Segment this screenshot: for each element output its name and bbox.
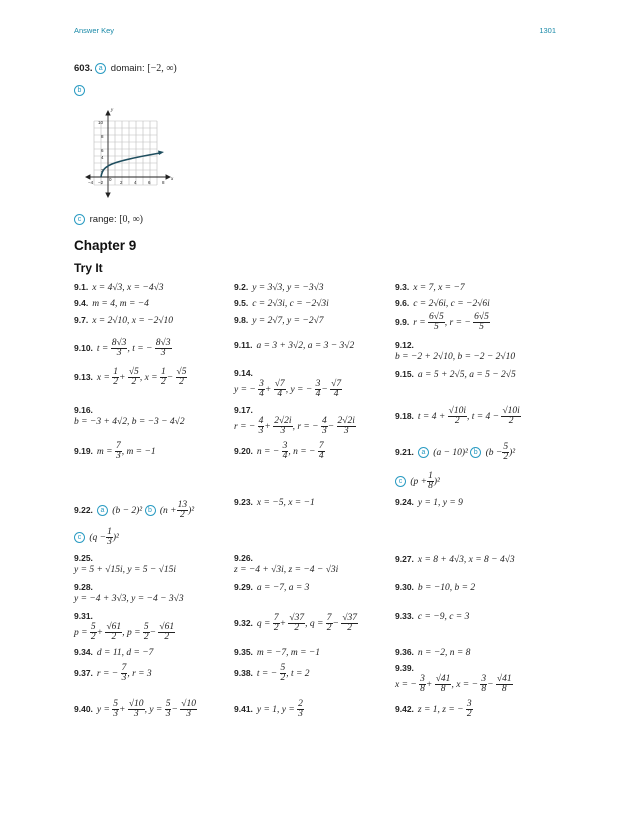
x-tick-label: 0 (109, 177, 112, 182)
answer-number: 9.27. (395, 554, 414, 564)
answer-text: , r = 3 (127, 668, 152, 679)
domain-label: domain: (110, 63, 145, 75)
answer-number: 9.5. (234, 298, 249, 308)
answer-text: , t = 4 − (466, 411, 500, 422)
answer-text: b = −10, b = 2 (417, 583, 476, 593)
answer-number: 9.4. (74, 298, 89, 308)
answer-text: (b − 2)² (112, 505, 143, 516)
answer-number: 9.14. (234, 368, 253, 378)
part-b-row (74, 82, 87, 100)
answer-text: + (96, 627, 104, 638)
x-tick-label: 4 (134, 180, 137, 185)
answer-number: 9.21. (395, 446, 414, 457)
answer-text: z = 1, z = − (417, 704, 464, 715)
answer-9-35 (234, 647, 320, 658)
fraction: $\frac{1}{3}$ (107, 527, 112, 547)
answer-9-30 (395, 582, 475, 593)
fraction: $\frac{4}{3}$ (258, 416, 264, 436)
answer-number: 9.11. (234, 340, 253, 350)
answer-9-16 (74, 405, 185, 427)
fraction: $\frac{√37}{2}$ (289, 613, 305, 633)
answer-text: (a − 10)² (433, 447, 468, 458)
answer-9-37 (74, 664, 152, 683)
fraction: $\frac{7}{2}$ (273, 613, 279, 633)
answer-number: 9.18. (395, 410, 414, 421)
fraction: $\frac{5}{3}$ (165, 699, 171, 719)
answer-number: 9.13. (74, 371, 93, 382)
answer-number: 9.31. (74, 611, 93, 621)
fraction: $\frac{3}{8}$ (420, 674, 425, 694)
answer-number: 9.1. (74, 282, 89, 292)
answer-number: 9.38. (234, 667, 253, 678)
answer-number: 9.40. (74, 703, 93, 714)
answer-text: r = − (234, 421, 256, 432)
range-label: range: (89, 214, 117, 226)
running-header-title: Answer Key (74, 26, 115, 35)
fraction: $\frac{7}{2}$ (326, 613, 332, 633)
answer-9-7 (74, 315, 173, 326)
answer-9-6 (395, 298, 490, 309)
answer-text: )² (188, 505, 195, 516)
answer-text: + (279, 618, 286, 629)
y-tick-label: 8 (101, 134, 104, 139)
fraction: $\frac{3}{4}$ (282, 441, 288, 461)
answer-text: − (327, 421, 335, 432)
fraction: $\frac{√5}{2}$ (128, 367, 139, 387)
x-tick-label: −4 (88, 180, 94, 185)
answer-text: − (149, 627, 157, 638)
fraction: $\frac{8√3}{3}$ (155, 338, 171, 358)
fraction: $\frac{3}{8}$ (481, 674, 487, 694)
answer-number: 9.19. (74, 445, 93, 456)
answer-text: y = (96, 704, 110, 715)
fraction: $\frac{13}{2}$ (177, 500, 188, 520)
answer-text: q = (256, 618, 271, 629)
answer-text: + (264, 421, 271, 432)
fraction: $\frac{√10}{3}$ (128, 699, 144, 719)
answer-9-15 (395, 369, 516, 380)
answer-number: 9.39. (395, 663, 414, 673)
answer-text: d = 11, d = −7 (96, 648, 154, 658)
answer-number: 9.35. (234, 647, 253, 657)
answer-number: 9.34. (74, 647, 93, 657)
fraction: $\frac{3}{4}$ (315, 379, 321, 399)
answer-text: a = −7, a = 3 (256, 583, 310, 593)
answer-text: , t = − (127, 343, 153, 354)
answer-text: y = 2√7, y = −2√7 (252, 316, 324, 326)
fraction: $\frac{√10i}{2}$ (502, 406, 520, 426)
part-c-marker: c (395, 476, 406, 487)
fraction: $\frac{√37}{2}$ (342, 613, 358, 633)
answer-text: , y = (144, 704, 163, 715)
fraction: $\frac{√10i}{2}$ (448, 406, 466, 426)
answer-text: , p = (122, 627, 141, 638)
fraction: $\frac{√10}{3}$ (181, 699, 196, 719)
answer-9-14 (234, 368, 342, 399)
answer-9-2 (234, 282, 324, 293)
answer-text: m = (96, 446, 113, 457)
answer-number: 9.26. (234, 553, 253, 563)
answer-9-12 (395, 340, 515, 362)
fraction: $\frac{1}{2}$ (113, 367, 119, 387)
answer-text: (p + (410, 476, 428, 487)
part-c-row (74, 214, 143, 225)
answer-text: (q − (89, 532, 107, 543)
answer-9-41 (234, 700, 304, 719)
answer-text: b = −2 + 2√10, b = −2 − 2√10 (395, 352, 516, 362)
answer-9-33 (395, 611, 469, 622)
answer-9-22c (74, 528, 119, 547)
part-b-marker: b (470, 447, 481, 458)
answer-9-25 (74, 553, 176, 575)
answer-text: t = (96, 343, 109, 354)
answer-9-9 (395, 313, 490, 332)
fraction: $\frac{√61}{2}$ (159, 622, 175, 642)
fraction: $\frac{7}{3}$ (115, 441, 121, 461)
answer-number: 9.37. (74, 667, 93, 678)
answer-number: 9.16. (74, 405, 93, 415)
answer-text: y = −4 + 3√3, y = −4 − 3√3 (74, 594, 184, 604)
answer-text: x = 4√3, x = −4√3 (92, 283, 164, 293)
fraction: $\frac{6√5}{5}$ (474, 312, 489, 332)
answer-9-3 (395, 282, 465, 293)
fraction: $\frac{√5}{2}$ (176, 367, 187, 387)
fraction: $\frac{4}{3}$ (321, 416, 327, 436)
part-c-marker: c (74, 214, 85, 225)
fraction: $\frac{6√5}{5}$ (429, 312, 444, 332)
answer-9-24 (395, 497, 463, 508)
answer-text: − (166, 372, 174, 383)
answer-text: , m = −1 (121, 446, 156, 457)
answer-number: 9.20. (234, 445, 253, 456)
y-tick-label: 2 (101, 168, 104, 173)
answer-number: 9.10. (74, 342, 93, 353)
y-tick-label: 10 (98, 120, 104, 125)
fraction: $\frac{√61}{2}$ (106, 622, 122, 642)
answer-text: , t = 2 (286, 668, 310, 679)
answer-text: c = −9, c = 3 (417, 612, 470, 622)
answer-number: 9.15. (395, 369, 414, 379)
answer-text: x = (96, 372, 110, 383)
answer-9-13 (74, 368, 187, 387)
answer-9-36 (395, 647, 470, 658)
answer-text: m = −7, m = −1 (256, 648, 321, 658)
fraction: $\frac{3}{2}$ (466, 699, 472, 719)
x-tick-label: −2 (98, 180, 104, 185)
x-tick-label: 6 (148, 180, 151, 185)
answer-number: 9.29. (234, 582, 253, 592)
answer-9-31 (74, 611, 175, 642)
problem-number: 603. (74, 63, 93, 75)
answer-text: (n + (159, 505, 177, 516)
fraction: $\frac{1}{8}$ (428, 471, 433, 491)
answer-number: 9.12. (395, 340, 414, 350)
answer-number: 9.42. (395, 703, 414, 714)
answer-9-21 (395, 443, 515, 462)
answer-text: t = 4 + (417, 411, 446, 422)
answer-text: x = − (395, 679, 417, 690)
answer-text: , x = − (451, 679, 478, 690)
fraction: $\frac{5}{3}$ (113, 699, 119, 719)
answer-text: a = 5 + 2√5, a = 5 − 2√5 (417, 370, 516, 380)
fraction: $\frac{3}{4}$ (259, 379, 264, 399)
answer-text: y = 5 + √15i, y = 5 − √15i (74, 565, 177, 575)
answer-9-10 (74, 339, 172, 358)
answer-text: x = 8 + 4√3, x = 8 − 4√3 (417, 555, 515, 565)
answer-text: + (425, 679, 433, 690)
x-tick-label: 8 (162, 180, 165, 185)
answer-9-34 (74, 647, 153, 658)
part-c-marker: c (74, 532, 85, 543)
x-tick-label: 2 (120, 180, 123, 185)
answer-9-27 (395, 554, 515, 565)
answer-number: 9.41. (234, 703, 253, 714)
answer-9-5 (234, 298, 329, 309)
answer-text: , n = − (288, 446, 316, 457)
answer-text: + (119, 372, 126, 383)
answer-number: 9.6. (395, 298, 410, 308)
answer-text: )² (112, 532, 119, 543)
curve-arrow-icon (158, 151, 164, 156)
answer-9-39 (395, 663, 513, 694)
answer-text: x = 7, x = −7 (413, 283, 465, 293)
y-tick-label: 4 (101, 155, 104, 160)
answer-text: x = −5, x = −1 (256, 498, 315, 508)
answer-number: 9.8. (234, 315, 249, 325)
answer-9-26 (234, 553, 338, 575)
range-value: [0, ∞) (119, 214, 144, 226)
answer-text: )² (509, 447, 516, 458)
domain-value: [−2, ∞) (147, 63, 177, 75)
answer-text: − (487, 679, 494, 690)
fraction: $\frac{2}{3}$ (298, 699, 303, 719)
fraction: $\frac{1}{2}$ (160, 367, 166, 387)
answer-number: 9.24. (395, 497, 414, 507)
answer-9-17 (234, 405, 356, 436)
answer-text: (b − (485, 447, 503, 458)
answer-text: z = −4 + √3i, z = −4 − √3i (234, 565, 339, 575)
answer-text: y = 1, y = 9 (417, 498, 463, 508)
part-a-marker: a (95, 63, 106, 74)
section-heading: Try It (74, 261, 103, 275)
part-a-marker: a (418, 447, 429, 458)
answer-text: n = −2, n = 8 (417, 648, 471, 658)
fraction: $\frac{√41}{8}$ (435, 674, 451, 694)
fraction: $\frac{√7}{4}$ (331, 379, 342, 399)
answer-9-8 (234, 315, 324, 326)
fraction: $\frac{√41}{8}$ (496, 674, 512, 694)
answer-text: x = 2√10, x = −2√10 (92, 316, 174, 326)
answer-9-19 (74, 442, 156, 461)
x-axis-label: x (171, 177, 174, 182)
fraction: $\frac{7}{4}$ (318, 441, 324, 461)
answer-text: )² (433, 476, 440, 487)
answer-text: − (321, 384, 328, 395)
answer-text: c = 2√6i, c = −2√6i (413, 299, 490, 309)
problem-603 (74, 63, 177, 74)
answer-text: r = (413, 317, 426, 328)
answer-number: 9.3. (395, 282, 410, 292)
fraction: $\frac{5}{2}$ (280, 663, 286, 683)
answer-9-20 (234, 442, 325, 461)
answer-text: r = − (96, 668, 119, 679)
answer-9-32 (234, 614, 358, 633)
answer-number: 9.9. (395, 316, 410, 327)
answer-number: 9.22. (74, 504, 93, 515)
answer-number: 9.28. (74, 582, 93, 592)
fraction: $\frac{5}{2}$ (90, 622, 96, 642)
chapter-heading: Chapter 9 (74, 238, 137, 253)
answer-text: + (119, 704, 126, 715)
answer-text: − (332, 618, 339, 629)
answer-text: y = − (234, 384, 256, 395)
answer-text: , x = (139, 372, 158, 383)
answer-number: 9.30. (395, 582, 414, 592)
answer-9-38 (234, 664, 310, 683)
answer-number: 9.2. (234, 282, 249, 292)
answer-text: t = − (256, 668, 278, 679)
answer-number: 9.23. (234, 497, 253, 507)
answer-number: 9.33. (395, 611, 414, 621)
y-tick-label: 6 (101, 148, 104, 153)
answer-9-40 (74, 700, 197, 719)
fraction: $\frac{7}{3}$ (121, 663, 127, 683)
answer-9-42 (395, 700, 473, 719)
answer-number: 9.36. (395, 647, 414, 657)
answer-text: + (264, 384, 272, 395)
answer-text: m = 4, m = −4 (92, 299, 149, 309)
answer-9-11 (234, 340, 354, 351)
answer-9-29 (234, 582, 309, 593)
answer-text: , q = (305, 618, 324, 629)
answer-text: , r = − (292, 421, 319, 432)
fraction: $\frac{2√2i}{3}$ (274, 416, 292, 436)
answer-number: 9.32. (234, 617, 253, 628)
answer-text: , y = − (285, 384, 313, 395)
answer-text: y = 3√3, y = −3√3 (252, 283, 324, 293)
answer-9-22 (74, 501, 194, 520)
answer-9-1 (74, 282, 164, 293)
part-b-marker: b (145, 505, 156, 516)
answer-9-23 (234, 497, 315, 508)
answer-text: a = 3 + 3√2, a = 3 − 3√2 (256, 341, 355, 351)
answer-text: , r = − (444, 317, 471, 328)
fraction: $\frac{8√3}{3}$ (111, 338, 127, 358)
fraction: $\frac{5}{2}$ (143, 622, 149, 642)
answer-text: p = (74, 627, 88, 638)
answer-number: 9.17. (234, 405, 253, 415)
fraction: $\frac{√7}{4}$ (274, 379, 285, 399)
part-b-marker: b (74, 85, 85, 96)
answer-text: − (171, 704, 178, 715)
answer-text: b = −3 + 4√2, b = −3 − 4√2 (74, 417, 185, 427)
answer-text: c = 2√3i, c = −2√3i (252, 299, 329, 309)
y-axis-label: y (111, 108, 114, 113)
sqrt-graph (82, 103, 182, 203)
answer-9-4 (74, 298, 149, 309)
answer-9-18 (395, 407, 521, 426)
answer-text: y = 1, y = (256, 704, 295, 715)
answer-9-21c (395, 472, 440, 491)
answer-text: n = − (256, 446, 280, 457)
page-number: 1301 (539, 26, 556, 35)
part-a-marker: a (97, 505, 108, 516)
sqrt-curve (101, 153, 160, 177)
answer-9-28 (74, 582, 184, 604)
fraction: $\frac{2√2i}{3}$ (337, 416, 355, 436)
answer-number: 9.7. (74, 315, 89, 325)
answer-number: 9.25. (74, 553, 93, 563)
grid (94, 121, 157, 185)
fraction: $\frac{5}{2}$ (503, 442, 509, 462)
